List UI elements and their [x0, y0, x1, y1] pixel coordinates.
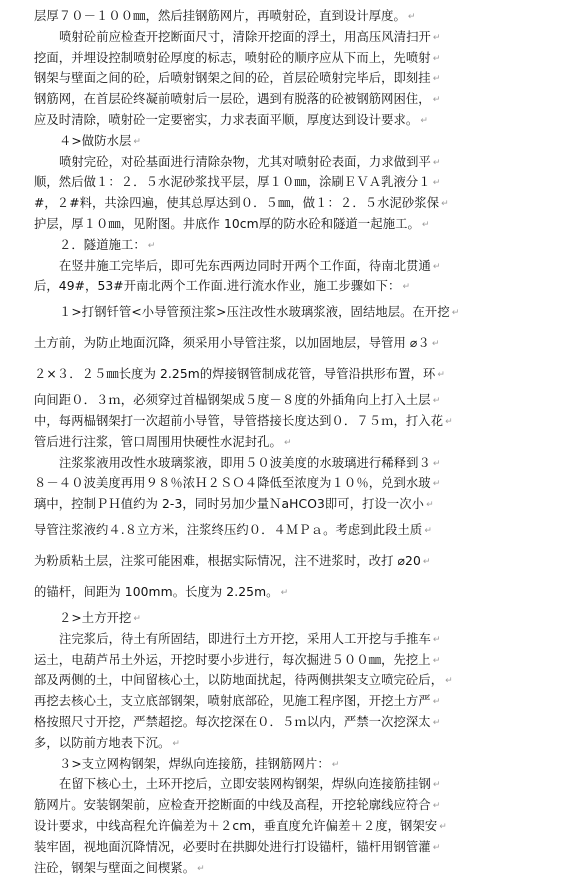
line-text: 应及时清除，喷射砼一定要密实，力求表面平顺，厚度达到设计要求。 — [34, 113, 418, 127]
paragraph-mark-icon: ↵ — [423, 547, 431, 577]
line-text: 钢筋网，在首层砼终凝前喷射后一层砼，遇到有脱落的砼被钢筋网困住， — [34, 92, 431, 106]
paragraph-mark-icon: ↵ — [433, 630, 441, 650]
text-line — [34, 256, 573, 277]
paragraph-mark-icon: ↵ — [433, 692, 441, 712]
line-text: ２×３．２５㎜长度为 2.25m的焊接钢管制成花管，导管沿拱形布置，环 — [34, 367, 435, 381]
line-text: ２．隧道施工： — [59, 238, 146, 252]
text-line — [34, 608, 573, 629]
line-text: ８－４０波美度再用９８％浓Ｈ２ＳＯ４降低至浓度为１０％，兑到水玻 — [34, 476, 431, 490]
text-line — [34, 858, 573, 878]
text-line — [34, 390, 573, 411]
paragraph-mark-icon: ↵ — [197, 859, 205, 878]
paragraph-mark-icon: ↵ — [402, 277, 410, 297]
text-line — [34, 235, 573, 256]
paragraph-mark-icon: ↵ — [433, 153, 441, 173]
paragraph-mark-icon: ↵ — [133, 132, 141, 152]
line-text: 的锚杆，间距为 100mm。长度为 2.25m。 — [34, 585, 279, 599]
paragraph-mark-icon: ↵ — [433, 173, 441, 193]
line-text: 璃中，控制ＰＨ值约为 2-3，同时另加少量ＮaHCO3即可，打设一次小 — [34, 497, 424, 511]
text-line — [34, 837, 573, 858]
line-text: #，２#料，共涂四遍，使其总厚达到０．５㎜，做１：２．５水泥砂浆保 — [34, 196, 439, 210]
paragraph-mark-icon: ↵ — [437, 360, 445, 390]
paragraph-mark-icon: ↵ — [433, 90, 441, 110]
line-text: 格按照尺寸开挖，严禁超挖。每次挖深在０．５ｍ以内，严禁一次挖深太 — [34, 715, 431, 729]
line-text: 向间距０．３ｍ，必须穿过首榀钢架成５度－８度的外插角向上打入土层 — [34, 393, 431, 407]
text-line — [34, 754, 573, 775]
paragraph-mark-icon: ↵ — [433, 454, 441, 474]
paragraph-mark-icon: ↵ — [281, 578, 289, 608]
paragraph-mark-icon: ↵ — [424, 516, 432, 546]
line-text: 导管注浆液约４.８立方米，注浆终压约０．４ＭＰａ。考虑到此段土质 — [34, 523, 422, 537]
text-line — [34, 172, 573, 193]
line-text: 部及两侧的土，中间留核心土，以防地面扰起，待两侧拱架支立喷完砼后， — [34, 673, 443, 687]
paragraph-mark-icon: ↵ — [426, 495, 434, 515]
text-line — [34, 432, 573, 453]
text-line — [34, 473, 573, 494]
line-text: 挖面，并埋设控制喷射砼厚度的标志，喷射砼的顺序应从下而上，先喷射 — [34, 51, 431, 65]
line-text: ２>土方开挖 — [59, 611, 131, 625]
line-text: 在竖井施工完毕后，即可先东西两边同时开两个工作面，待南北贯通 — [59, 259, 431, 273]
line-text: 喷射砼前应检查开挖断面尺寸，清除开挖面的浮土，用高压风清扫开 — [59, 30, 431, 44]
line-text: 土方前，为防止地面沉降，须采用小导管注浆，以加固地层，导管用 ⌀３ — [34, 336, 430, 350]
line-text: １>打钢钎管<小导管预注浆>压注改性水玻璃浆液，固结地层。在开挖 — [59, 305, 450, 319]
text-line — [34, 297, 573, 328]
paragraph-mark-icon: ↵ — [284, 433, 292, 453]
paragraph-mark-icon: ↵ — [433, 651, 441, 671]
paragraph-mark-icon: ↵ — [148, 236, 156, 256]
line-text: 装牢固，视地面沉降情况，必要时在拱脚处进行打设锚杆，锚杆用钢管灌 — [34, 840, 431, 854]
text-line — [34, 546, 573, 577]
text-line — [34, 733, 573, 754]
text-line — [34, 795, 573, 816]
paragraph-mark-icon: ↵ — [433, 391, 441, 411]
paragraph-mark-icon: ↵ — [445, 412, 453, 432]
line-text: 注浆浆液用改性水玻璃浆液，即用５０波美度的水玻璃进行稀释到３ — [59, 456, 431, 470]
text-line — [34, 712, 573, 733]
paragraph-mark-icon: ↵ — [433, 775, 441, 795]
line-text: 再挖去核心土，支立底部钢架，喷射底部砼，见施工程序图，开挖土方严 — [34, 694, 431, 708]
line-text: 在留下核心土，土环开挖后，立即安装网构钢架，焊纵向连接筋挂钢 — [59, 777, 431, 791]
text-line — [34, 577, 573, 608]
text-line — [34, 193, 573, 214]
text-line — [34, 48, 573, 69]
text-line — [34, 27, 573, 48]
text-line — [34, 276, 573, 297]
text-line — [34, 774, 573, 795]
line-text: 设计要求，中线高程允许偏差为＋２cm，垂直度允许偏差＋２度，钢架安 — [34, 819, 437, 833]
text-line — [34, 650, 573, 671]
line-text: 层厚７０－１００㎜，然后挂钢筋网片，再喷射砼，直到设计厚度。 — [34, 9, 406, 23]
paragraph-mark-icon: ↵ — [408, 7, 416, 27]
line-text: ３>支立网构钢架，焊纵向连接筋，挂钢筋网片： — [59, 757, 330, 771]
paragraph-mark-icon: ↵ — [439, 817, 447, 837]
line-text: 管后进行注浆，管口周围用快硬性水泥封孔。 — [34, 435, 282, 449]
paragraph-mark-icon: ↵ — [433, 838, 441, 858]
line-text: 为粉质粘土层，注浆可能困难，根据实际情况，注不进浆时，改打 ⌀20 — [34, 554, 421, 568]
paragraph-mark-icon: ↵ — [433, 796, 441, 816]
paragraph-mark-icon: ↵ — [172, 734, 180, 754]
text-line — [34, 359, 573, 390]
paragraph-mark-icon: ↵ — [420, 111, 428, 131]
line-text: 钢架与壁面之间的砼，后喷射钢架之间的砼，首层砼喷射完毕后，即刻挂 — [34, 71, 431, 85]
text-line — [34, 328, 573, 359]
text-line — [34, 110, 573, 131]
line-text: 护层，厚１０㎜，见附图。井底作 10cm厚的防水砼和隧道一起施工。 — [34, 217, 420, 231]
text-line — [34, 214, 573, 235]
line-text: 喷射完砼，对砼基面进行清除杂物，尤其对喷射砼表面，力求做到平 — [59, 155, 431, 169]
text-line — [34, 131, 573, 152]
text-line — [34, 670, 573, 691]
paragraph-mark-icon: ↵ — [433, 69, 441, 89]
paragraph-mark-icon: ↵ — [433, 49, 441, 69]
paragraph-mark-icon: ↵ — [441, 194, 449, 214]
text-line — [34, 68, 573, 89]
line-text: 后，49#，53#开南北两个工作面.进行流水作业，施工步骤如下： — [34, 279, 400, 293]
paragraph-mark-icon: ↵ — [452, 298, 460, 328]
line-text: ４>做防水层 — [59, 134, 131, 148]
paragraph-mark-icon: ↵ — [433, 474, 441, 494]
line-text: 运土，电葫芦吊土外运，开挖时要小步进行，每次掘进５００㎜，先挖上 — [34, 653, 431, 667]
text-line — [34, 494, 573, 515]
line-text: 注砼，钢架与壁面之间楔紧。 — [34, 861, 195, 875]
text-line — [34, 816, 573, 837]
line-text: 顺，然后做１：２．５水泥砂浆找平层，厚１０㎜，涂刷ＥＶＡ乳液分１ — [34, 175, 431, 189]
line-text: 注完浆后，待土有所固结，即进行土方开挖，采用人工开挖与手推车 — [59, 632, 431, 646]
paragraph-mark-icon: ↵ — [433, 713, 441, 733]
paragraph-mark-icon: ↵ — [422, 215, 430, 235]
paragraph-mark-icon: ↵ — [433, 28, 441, 48]
text-line — [34, 89, 573, 110]
text-line — [34, 629, 573, 650]
text-line — [34, 6, 573, 27]
text-line — [34, 152, 573, 173]
paragraph-mark-icon: ↵ — [445, 671, 453, 691]
text-line — [34, 411, 573, 432]
line-text: 多，以防前方地表下沉。 — [34, 736, 170, 750]
paragraph-mark-icon: ↵ — [433, 257, 441, 277]
line-text: 筋网片。安装钢架前，应检查开挖断面的中线及高程，开挖轮廓线应符合 — [34, 798, 431, 812]
paragraph-mark-icon: ↵ — [133, 609, 141, 629]
paragraph-mark-icon: ↵ — [332, 755, 340, 775]
line-text: 中，每两榀钢架打一次超前小导管，导管搭接长度达到０．７５ｍ，打入花 — [34, 414, 443, 428]
text-line — [34, 515, 573, 546]
paragraph-mark-icon: ↵ — [432, 329, 440, 359]
text-line — [34, 691, 573, 712]
text-line — [34, 453, 573, 474]
